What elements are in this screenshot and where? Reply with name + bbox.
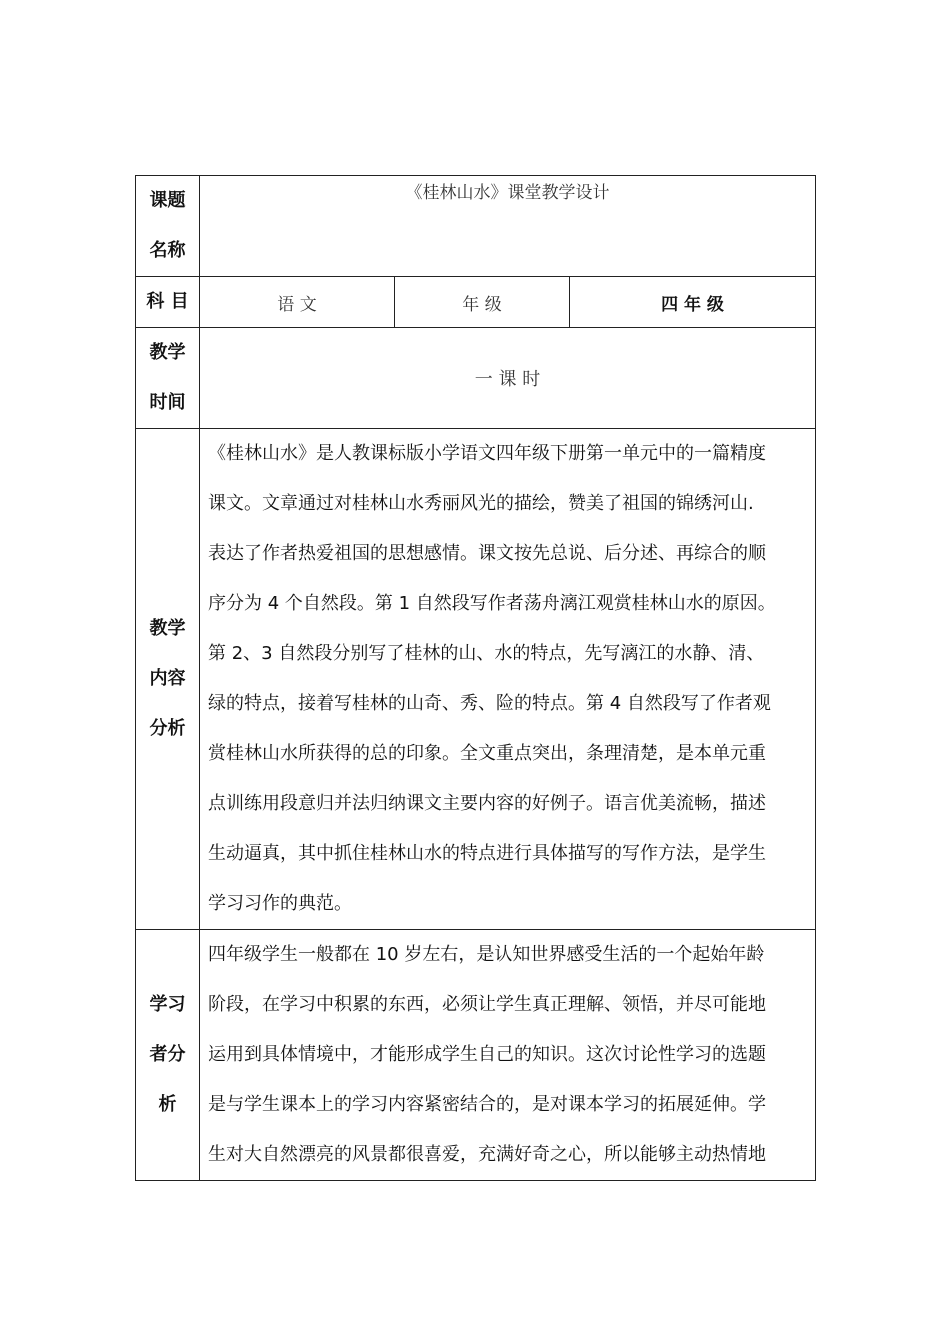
learner-label-line1: 学习	[149, 994, 186, 1015]
learner-line: 阶段，在学习中积累的东西，必须让学生真正理解、领悟，并尽可能地	[208, 994, 766, 1015]
learner-line: 生对大自然漂亮的风景都很喜爱，充满好奇之心，所以能够主动热情地	[208, 1144, 766, 1165]
content-line: 学习习作的典范。	[208, 893, 352, 914]
learner-analysis-row	[136, 930, 816, 1181]
grade-label: 年 级	[395, 277, 570, 328]
content-line: 课文。文章通过对桂林山水秀丽风光的描绘，赞美了祖国的锦绣河山.	[208, 493, 754, 514]
title-label	[136, 176, 200, 277]
content-analysis-label	[136, 429, 200, 930]
learner-line: 是与学生课本上的学习内容紧密结合的，是对课本学习的拓展延伸。学	[208, 1094, 766, 1115]
title-label-line1: 课题	[149, 190, 186, 211]
title-label-line2: 名称	[149, 240, 186, 261]
time-row	[136, 328, 816, 429]
content-line: 生动逼真，其中抓住桂林山水的特点进行具体描写的写作方法，是学生	[208, 843, 766, 864]
subject-label: 科 目	[136, 277, 200, 328]
content-line: 点训练用段意归并法归纳课文主要内容的好例子。语言优美流畅，描述	[208, 793, 766, 814]
content-line: 序分为 4 个自然段。第 1 自然段写作者荡舟漓江观赏桂林山水的原因。	[208, 593, 776, 614]
learner-line: 运用到具体情境中，才能形成学生自己的知识。这次讨论性学习的选题	[208, 1044, 766, 1065]
time-label-line2: 时间	[149, 392, 186, 413]
learner-label-line2: 者分	[149, 1044, 186, 1065]
content-label-line1: 教学	[149, 618, 186, 639]
content-line: 表达了作者热爱祖国的思想感情。课文按先总说、后分述、再综合的顺	[208, 543, 766, 564]
learner-line: 四年级学生一般都在 10 岁左右，是认知世界感受生活的一个起始年龄	[208, 944, 765, 965]
lesson-title: 《桂林山水》课堂教学设计	[200, 176, 816, 277]
content-label-line3: 分析	[149, 718, 186, 739]
content-line: 绿的特点，接着写桂林的山奇、秀、险的特点。第 4 自然段写了作者观	[208, 693, 771, 714]
time-label-line1: 教学	[149, 342, 186, 363]
subject-value: 语 文	[200, 277, 395, 328]
lesson-plan-table	[135, 175, 816, 1181]
content-line: 赏桂林山水所获得的总的印象。全文重点突出，条理清楚，是本单元重	[208, 743, 766, 764]
subject-row	[136, 277, 816, 328]
time-label	[136, 328, 200, 429]
learner-analysis-text	[200, 930, 816, 1181]
learner-label-line3: 析	[158, 1094, 177, 1115]
learner-analysis-label	[136, 930, 200, 1181]
content-label-line2: 内容	[149, 668, 186, 689]
time-value: 一 课 时	[200, 328, 816, 429]
grade-value: 四 年 级	[570, 277, 816, 328]
content-line: 第 2、3 自然段分别写了桂林的山、水的特点，先写漓江的水静、清、	[208, 643, 765, 664]
title-row	[136, 176, 816, 277]
content-analysis-text	[200, 429, 816, 930]
content-line: 《桂林山水》是人教课标版小学语文四年级下册第一单元中的一篇精度	[208, 443, 766, 464]
content-analysis-row	[136, 429, 816, 930]
